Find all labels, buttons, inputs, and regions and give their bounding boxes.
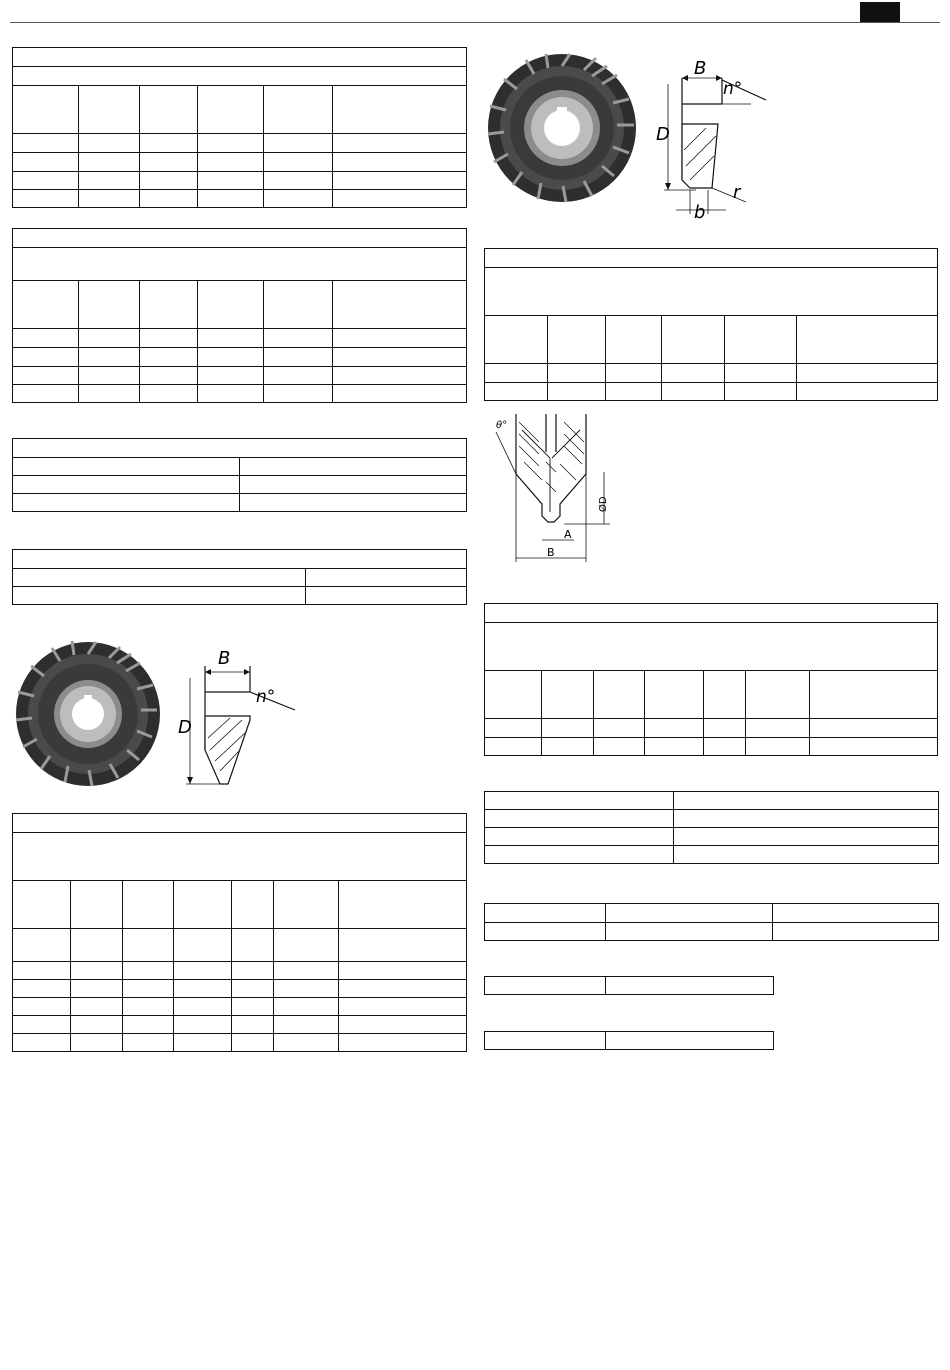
dim-D: D [178, 717, 192, 738]
cutter-figure-left [10, 638, 310, 793]
dim-B: B [694, 58, 707, 79]
table-l1 [12, 47, 467, 208]
table-l3 [12, 438, 467, 512]
page-tab [860, 2, 900, 22]
table-l4 [12, 549, 467, 605]
header-rule [10, 22, 940, 23]
section-A: A [564, 528, 572, 541]
dim-D: D [656, 124, 670, 145]
dim-angle: n° [256, 687, 276, 707]
table-r2 [484, 603, 938, 756]
section-figure [494, 412, 624, 567]
profile-drawing [186, 666, 295, 784]
dim-B: B [218, 648, 231, 669]
cutter-figure-right [486, 40, 776, 230]
profile-drawing [664, 75, 766, 214]
dim-r: r [733, 182, 741, 203]
section-angle: θ° [496, 420, 508, 431]
table-r5 [484, 976, 774, 995]
dim-angle: n° [723, 79, 743, 99]
table-r3 [484, 791, 939, 864]
dim-b: b [694, 202, 706, 223]
cutter-wheel-image [16, 641, 160, 786]
table-r1 [484, 248, 938, 401]
table-l5 [12, 813, 467, 1052]
cutter-wheel-image [488, 54, 636, 202]
section-B: B [547, 546, 555, 559]
table-r4 [484, 903, 939, 941]
table-l2 [12, 228, 467, 403]
table-r6 [484, 1031, 774, 1050]
section-diameter: ØD [598, 496, 609, 512]
